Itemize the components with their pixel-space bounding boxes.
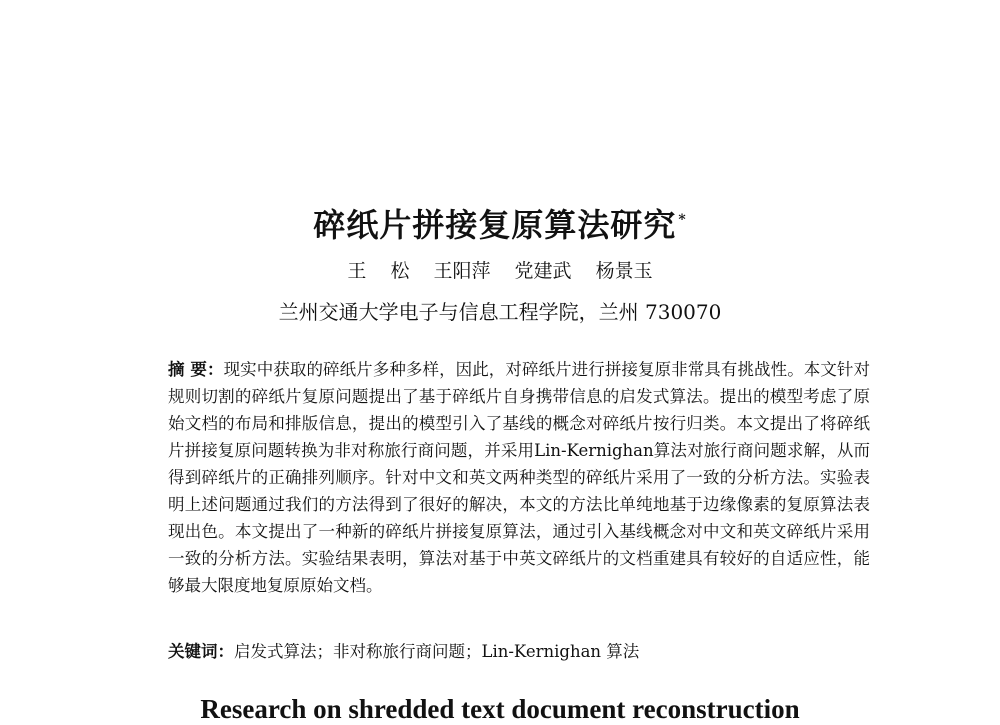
author-affiliation: 兰州交通大学电子与信息工程学院，兰州 730070 bbox=[278, 300, 722, 324]
abstract-label: 摘 要： bbox=[168, 360, 224, 379]
paper-title bbox=[0, 200, 1000, 246]
english-title: Research on shredded text document reconstruction bbox=[200, 694, 800, 724]
keywords bbox=[168, 638, 870, 665]
title-footnote-mark: * bbox=[678, 212, 687, 229]
abstract-text: 现实中获取的碎纸片多种多样，因此，对碎纸片进行拼接复原非常具有挑战性。本文针对规则切割的碎纸片复原问题提出了基于碎纸片自身携带信息的启发式算法。提出的模型考虑了原始文档的布局和排版信息，提出的模型引入了基线的概念对碎纸片按行归类。本文提出了将碎纸片拼接复原问题转换为非对称旅行商问题，并采用Lin-Kernighan算法对旅行商问题求解，从而得到碎纸片的正确排列顺序。针对中文和英文两种类型的碎纸片采用了一致的分析方法。实验表明上述问题通过我们的方法得到了很好的解决，本文的方法比单纯地基于边缘像素的复原算法表现出色。本文提出了一种新的碎纸片拼接复原算法，通过引入基线概念对中文和英文碎纸片采用一致的分析方法。实验结果表明，算法对基于中英文碎纸片的文档重建具有较好的自适应性，能够最大限度地复原原始文档。 bbox=[168, 360, 871, 595]
author-list: 王 松 王阳萍 党建武 杨景玉 bbox=[347, 260, 653, 282]
keywords-label: 关键词： bbox=[168, 642, 234, 661]
paper-title-text: 碎纸片拼接复原算法研究 bbox=[313, 206, 677, 244]
keywords-text: 启发式算法；非对称旅行商问题；Lin-Kernighan 算法 bbox=[234, 642, 640, 661]
abstract bbox=[168, 356, 870, 599]
